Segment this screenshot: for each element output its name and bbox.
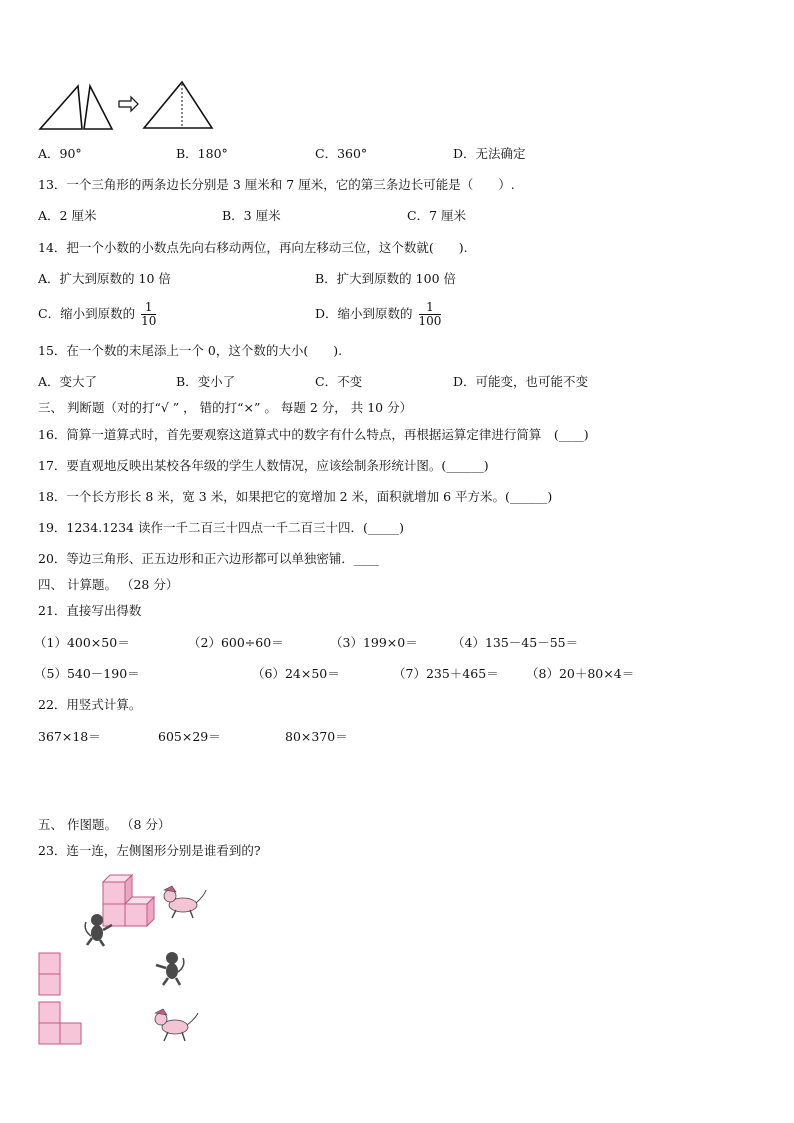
q15-option-d[interactable]: D．可能变，也可能不变 (453, 374, 589, 389)
q21-item-5[interactable]: （5）540－190＝ (34, 666, 140, 681)
q15-option-c[interactable]: C．不变 (315, 374, 363, 389)
q15-option-b[interactable]: B．变小了 (176, 374, 236, 389)
view-l-shape (39, 1002, 81, 1044)
fraction-numerator: 1 (419, 301, 442, 315)
q22-stem: 22．用竖式计算。 (38, 697, 142, 712)
q19-statement[interactable]: 19．1234.1234 读作一千二百三十四点一千二百三十四．(_____) (38, 520, 404, 535)
q13-option-a[interactable]: A．2 厘米 (38, 208, 97, 223)
q15-option-a[interactable]: A．变大了 (38, 374, 98, 389)
right-arrow-icon (119, 97, 138, 111)
q21-item-4[interactable]: （4）135－45－55＝ (452, 635, 579, 650)
dog-icon (164, 886, 206, 918)
two-triangles-icon (40, 86, 112, 129)
q20-statement[interactable]: 20．等边三角形、正五边形和正六边形都可以单独密铺．____ (38, 551, 379, 566)
q14-option-c-label: C．缩小到原数的 (38, 306, 136, 321)
q21-item-1[interactable]: （1）400×50＝ (34, 635, 130, 650)
fraction-denominator: 10 (141, 314, 157, 328)
q21-stem: 21．直接写出得数 (38, 603, 142, 618)
q13-stem: 13．一个三角形的两条边长分别是 3 厘米和 7 厘米，它的第三条边长可能是（ ）. (38, 177, 515, 192)
q21-item-2[interactable]: （2）600÷60＝ (188, 635, 284, 650)
q21-item-8[interactable]: （8）20＋80×4＝ (526, 666, 635, 681)
q13-option-b[interactable]: B．3 厘米 (222, 208, 281, 223)
q14-stem: 14．把一个小数的小数点先向右移动两位，再向左移动三位，这个数就( ). (38, 240, 468, 255)
q14-option-d[interactable] (315, 297, 441, 331)
q21-item-3[interactable]: （3）199×0＝ (330, 635, 418, 650)
q14-option-a[interactable]: A．扩大到原数的 10 倍 (38, 271, 171, 286)
cube-stack-icon (103, 875, 154, 926)
fraction-denominator: 100 (418, 314, 442, 328)
q12-option-c[interactable]: C．360° (315, 146, 368, 161)
fraction-one-hundredth (419, 301, 442, 328)
q14-option-b[interactable]: B．扩大到原数的 100 倍 (315, 271, 456, 286)
q13-option-c[interactable]: C．7 厘米 (407, 208, 466, 223)
section-5-title: 五、 作图题。 （8 分） (38, 817, 171, 832)
q23-stem: 23．连一连，左侧图形分别是谁看到的? (38, 843, 261, 858)
monkey-icon (156, 952, 184, 985)
dog-icon (155, 1009, 198, 1041)
q12-option-a[interactable]: A．90° (38, 146, 82, 161)
q14-option-c[interactable] (38, 297, 156, 331)
q16-statement[interactable]: 16．简算一道算式时，首先要观察这道算式中的数字有什么特点，再根据运算定律进行简算 (____) (38, 427, 589, 442)
section-3-title: 三、 判断题（对的打“√ ” ， 错的打“×” 。 每题 2 分， 共 10 分） (38, 400, 413, 415)
fraction-numerator: 1 (141, 301, 156, 315)
q22-item-2[interactable]: 605×29＝ (158, 729, 221, 744)
q14-option-d-label: D．缩小到原数的 (315, 306, 413, 321)
view-two-stacked-squares (39, 953, 60, 995)
q15-stem: 15．在一个数的末尾添上一个 0，这个数的大小( ). (38, 343, 343, 358)
q18-statement[interactable]: 18．一个长方形长 8 米，宽 3 米，如果把它的宽增加 2 米，面积就增加 6 平方米。(______) (38, 489, 553, 504)
monkey-icon (85, 914, 112, 946)
combined-triangle-icon (144, 82, 212, 128)
section-4-title: 四、 计算题。 （28 分） (38, 577, 179, 592)
q17-statement[interactable]: 17．要直观地反映出某校各年级的学生人数情况，应该绘制条形统计图。(______) (38, 458, 489, 473)
q21-item-6[interactable]: （6）24×50＝ (252, 666, 340, 681)
q21-item-7[interactable]: （7）235＋465＝ (393, 666, 499, 681)
fraction-one-tenth (141, 301, 156, 328)
q12-option-d[interactable]: D．无法确定 (453, 146, 526, 161)
q12-option-b[interactable]: B．180° (176, 146, 228, 161)
q22-item-3[interactable]: 80×370＝ (285, 729, 348, 744)
q22-item-1[interactable]: 367×18＝ (38, 729, 101, 744)
